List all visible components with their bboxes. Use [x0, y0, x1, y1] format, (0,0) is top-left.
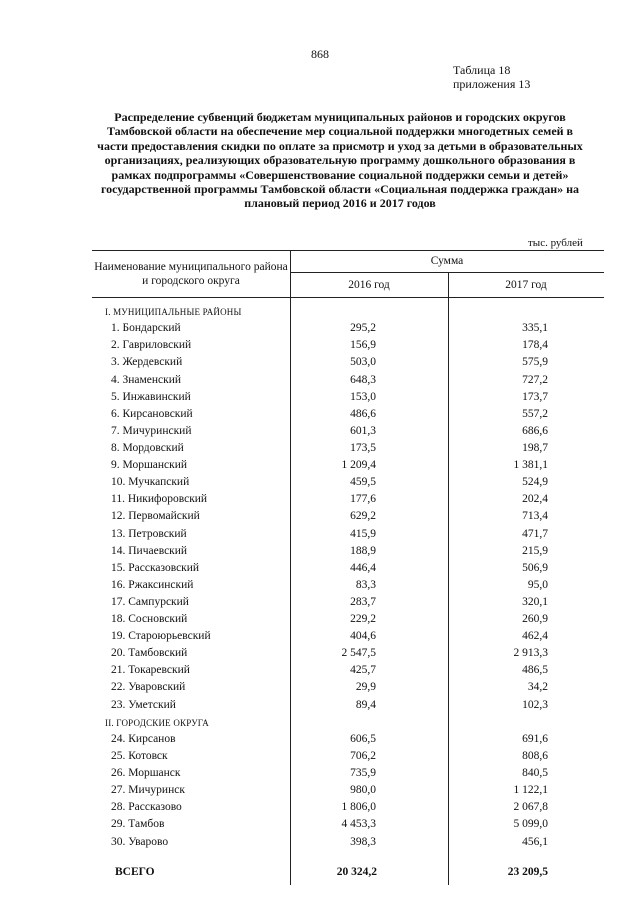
row-value-2016: 2 547,5 — [341, 647, 376, 660]
row-value-2016: 89,4 — [355, 698, 376, 711]
row-value-2017: 808,6 — [522, 750, 548, 762]
table-row — [92, 337, 604, 354]
table-row — [92, 799, 604, 816]
row-value-2016: 295,2 — [350, 322, 376, 335]
row-name: 2. Гавриловский — [111, 339, 192, 352]
table-row — [92, 662, 604, 679]
row-value-2017: 1 381,1 — [513, 459, 548, 472]
row-value-2016: 606,5 — [350, 732, 376, 745]
row-value-2017: 486,5 — [522, 664, 548, 677]
row-value-2017: 713,4 — [522, 510, 548, 523]
row-value-2017: 178,4 — [522, 339, 548, 352]
row-name: 27. Мичуринск — [111, 784, 185, 797]
row-value-2017: 2 913,3 — [513, 647, 548, 660]
row-value-2016: 446,4 — [350, 561, 376, 574]
table-row — [92, 389, 604, 406]
row-value-2016: 177,6 — [350, 493, 376, 506]
row-name: 11. Никифоровский — [111, 493, 208, 506]
row-value-2017: 471,7 — [522, 527, 548, 540]
table-row — [92, 508, 604, 525]
reference-line-1: Таблица 18 — [453, 63, 511, 77]
table-row — [92, 748, 604, 765]
row-name: 10. Мучкапский — [111, 476, 190, 489]
row-value-2016: 156,9 — [350, 339, 376, 352]
row-value-2016: 1 806,0 — [341, 801, 376, 814]
row-value-2017: 840,5 — [522, 767, 548, 780]
header-mid-rule — [290, 272, 604, 273]
row-name: 14. Пичаевский — [111, 544, 188, 557]
row-value-2017: 575,9 — [522, 356, 548, 369]
table-row — [92, 679, 604, 696]
table-row — [92, 406, 604, 423]
row-value-2017: 202,4 — [522, 493, 548, 506]
table-row — [92, 526, 604, 543]
section-city-districts — [92, 714, 604, 731]
row-name: 26. Моршанск — [111, 767, 181, 780]
row-value-2017: 173,7 — [522, 390, 548, 403]
row-name: 13. Петровский — [111, 527, 187, 540]
row-value-2017: 1 122,1 — [513, 784, 548, 797]
row-value-2016: 283,7 — [350, 595, 376, 608]
document-title: Распределение субвенций бюджетам муниципальных районов и городских округов Тамбовской области на обеспечение мер социальной поддержки многодетных семей в части предоставления скидки по оплате за присмотр и уход за детьми в образовательных организациях, реализующих образовательную программу дошкольного образования в рамках подпрограммы «Совершенствование социальной поддержки семьи и детей» государственной программы Тамбовской области «Социальная поддержка граждан» на плановый период 2016 и 2017 годов — [97, 110, 583, 211]
table-row — [92, 560, 604, 577]
row-name: 15. Рассказовский — [111, 561, 200, 574]
row-value-2017: 5 099,0 — [513, 818, 548, 831]
row-value-2016: 398,3 — [350, 835, 376, 848]
table-row — [92, 816, 604, 833]
table-row — [92, 834, 604, 851]
row-name: 29. Тамбов — [111, 818, 165, 831]
row-value-2016: 601,3 — [350, 424, 376, 437]
row-value-2017: 2 067,8 — [513, 801, 548, 814]
table-row — [92, 491, 604, 508]
row-value-2016: 229,2 — [350, 613, 376, 626]
row-value-2016: 153,0 — [350, 390, 376, 403]
row-value-2017: 462,4 — [522, 630, 548, 643]
row-value-2016: 459,5 — [350, 476, 376, 489]
row-name: 25. Котовск — [111, 750, 168, 762]
row-value-2016: 648,3 — [350, 373, 376, 386]
table-row — [92, 765, 604, 782]
row-name: 18. Сосновский — [111, 613, 188, 626]
table-row — [92, 440, 604, 457]
table-row — [92, 543, 604, 560]
row-value-2017: 335,1 — [522, 322, 548, 335]
row-value-2016: 404,6 — [350, 630, 376, 643]
row-value-2017: 456,1 — [522, 835, 548, 848]
row-name: 7. Мичуринский — [111, 424, 192, 437]
row-value-2017: 524,9 — [522, 476, 548, 489]
table-row — [92, 594, 604, 611]
table-row — [92, 731, 604, 748]
row-value-2017: 95,0 — [527, 578, 548, 591]
row-name: 5. Инжавинский — [111, 390, 191, 403]
row-value-2017: 320,1 — [522, 595, 548, 608]
row-value-2016: 425,7 — [350, 664, 376, 677]
row-value-2016: 4 453,3 — [341, 818, 376, 831]
row-value-2017: 34,2 — [527, 681, 548, 694]
page-number: 868 — [311, 47, 329, 61]
reference-line-2: приложения 13 — [453, 77, 531, 91]
section-label: I. МУНИЦИПАЛЬНЫЕ РАЙОНЫ — [105, 307, 242, 317]
table-body — [92, 303, 604, 851]
table-row — [92, 697, 604, 714]
table-row — [92, 354, 604, 371]
row-value-2017: 506,9 — [522, 561, 548, 574]
row-value-2017: 727,2 — [522, 373, 548, 386]
section-label: II. ГОРОДСКИЕ ОКРУГА — [105, 717, 209, 728]
header-sum: Сумма — [430, 255, 464, 267]
row-name: 9. Моршанский — [111, 459, 188, 472]
table-top-rule — [92, 250, 604, 251]
row-value-2016: 629,2 — [350, 510, 376, 523]
header-bottom-rule — [92, 297, 604, 298]
section-municipal-districts — [92, 303, 604, 320]
row-name: 17. Сампурский — [111, 595, 189, 608]
row-name: 28. Рассказово — [111, 801, 182, 814]
row-value-2017: 102,3 — [522, 698, 548, 711]
row-value-2017: 198,7 — [522, 441, 548, 454]
table-row — [92, 782, 604, 799]
row-name: 3. Жердевский — [111, 356, 183, 369]
row-name: 22. Уваровский — [111, 681, 186, 694]
units-label: тыс. рублей — [528, 237, 583, 249]
row-name: 16. Ржаксинский — [111, 578, 194, 591]
header-2017: 2017 год — [505, 279, 547, 291]
row-name: 20. Тамбовский — [111, 647, 188, 660]
row-value-2016: 980,0 — [350, 784, 376, 797]
row-value-2017: 215,9 — [522, 544, 548, 557]
row-value-2016: 706,2 — [350, 750, 376, 762]
row-value-2016: 29,9 — [355, 681, 376, 694]
header-2016: 2016 год — [348, 279, 390, 291]
row-name: 21. Токаревский — [111, 664, 190, 677]
table-row — [92, 628, 604, 645]
row-value-2017: 686,6 — [522, 424, 548, 437]
row-name: 19. Староюрьевский — [111, 630, 211, 643]
row-value-2016: 173,5 — [350, 441, 376, 454]
table-reference — [453, 63, 530, 91]
row-value-2016: 188,9 — [350, 544, 376, 557]
row-value-2016: 83,3 — [355, 578, 376, 591]
row-value-2017: 691,6 — [522, 732, 548, 745]
total-label: ВСЕГО — [115, 866, 155, 878]
row-value-2016: 486,6 — [350, 407, 376, 420]
total-2016: 20 324,2 — [336, 866, 377, 878]
row-value-2017: 557,2 — [522, 407, 548, 420]
table-row — [92, 611, 604, 628]
row-name: 24. Кирсанов — [111, 732, 176, 745]
row-value-2016: 415,9 — [350, 527, 376, 540]
row-name: 23. Уметский — [111, 698, 176, 711]
row-value-2016: 735,9 — [350, 767, 376, 780]
table-row — [92, 474, 604, 491]
row-name: 4. Знаменский — [111, 373, 182, 386]
header-name-column: Наименование муниципального района и городского округа — [94, 261, 288, 287]
row-value-2017: 260,9 — [522, 613, 548, 626]
row-value-2016: 503,0 — [350, 356, 376, 369]
total-2017: 23 209,5 — [507, 866, 548, 878]
row-name: 6. Кирсановский — [111, 407, 193, 420]
table-row — [92, 423, 604, 440]
row-name: 1. Бондарский — [111, 322, 181, 335]
row-value-2016: 1 209,4 — [341, 459, 376, 472]
table-row — [92, 645, 604, 662]
row-name: 12. Первомайский — [111, 510, 200, 523]
table-row — [92, 577, 604, 594]
row-name: 8. Мордовский — [111, 441, 184, 454]
table-row — [92, 457, 604, 474]
table-row — [92, 372, 604, 389]
table-row — [92, 320, 604, 337]
row-name: 30. Уварово — [111, 835, 169, 848]
